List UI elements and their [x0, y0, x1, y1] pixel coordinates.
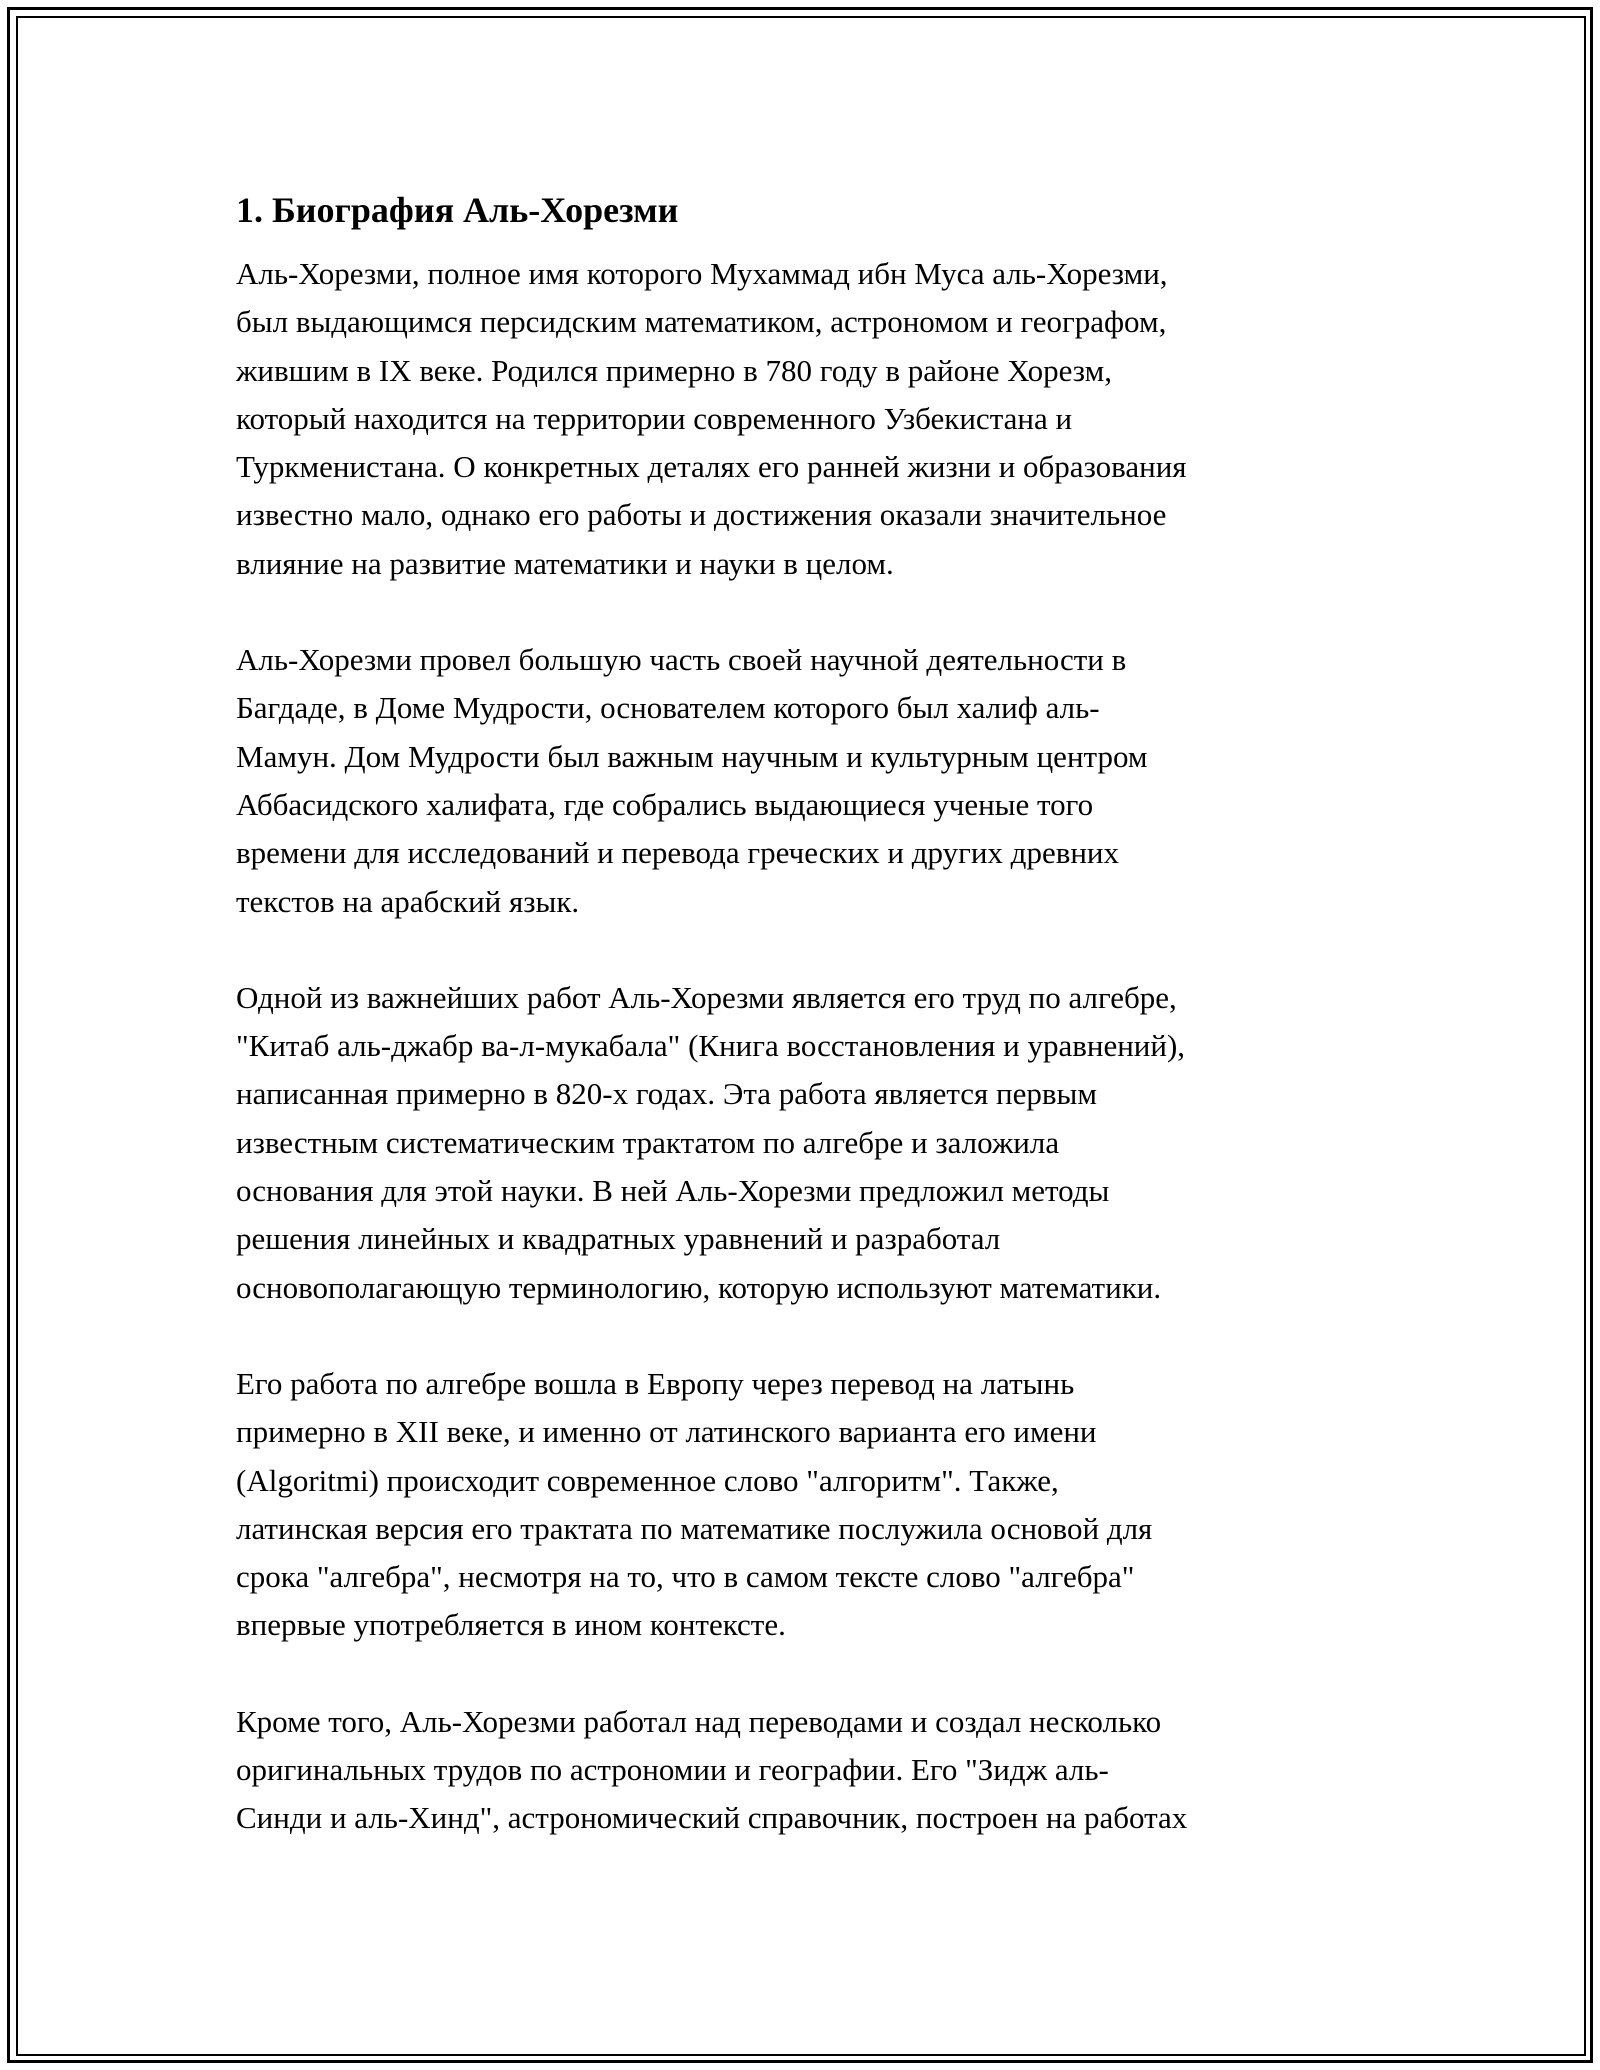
text-line: примерно в XII веке, и именно от латинского варианта его имени	[236, 1414, 1097, 1450]
paragraph-4	[236, 1360, 1386, 1650]
text-line: был выдающимся персидским математиком, астрономом и географом,	[236, 304, 1167, 340]
text-line: Аль-Хорезми, полное имя которого Мухаммад ибн Муса аль-Хорезми,	[236, 256, 1168, 291]
paragraph-5	[236, 1698, 1386, 1843]
section-heading: 1. Биография Аль-Хорезми	[236, 190, 679, 230]
text-line: оригинальных трудов по астрономии и географии. Его "Зидж аль-	[236, 1752, 1109, 1788]
text-line: Туркменистана. О конкретных деталях его ранней жизни и образования	[236, 449, 1187, 485]
text-line: основополагающую терминологию, которую используют математики.	[236, 1269, 1162, 1305]
text-line: Аббасидского халифата, где собрались выдающиеся ученые того	[236, 786, 1094, 822]
text-line: срока "алгебра", несмотря на то, что в самом тексте слово "алгебра"	[236, 1559, 1135, 1595]
text-line: Его работа по алгебре вошла в Европу через перевод на латынь	[236, 1365, 1075, 1401]
text-line: известным систематическим трактатом по алгебре и заложила	[236, 1124, 1060, 1160]
text-line: латинская версия его трактата по математике послужила основой для	[236, 1510, 1153, 1546]
document-body	[236, 186, 1386, 1843]
text-line: Кроме того, Аль-Хорезми работал над переводами и создал несколько	[236, 1703, 1162, 1739]
text-line: решения линейных и квадратных уравнений и разработал	[236, 1221, 1001, 1257]
text-line: влияние на развитие математики и науки в целом.	[236, 545, 894, 581]
paragraph-1	[236, 250, 1386, 588]
paragraph-2	[236, 636, 1386, 926]
text-line: времени для исследований и перевода греческих и других древних	[236, 835, 1120, 871]
text-line: Одной из важнейших работ Аль-Хорезми является его труд по алгебре,	[236, 979, 1177, 1015]
text-line: известно мало, однако его работы и достижения оказали значительное	[236, 497, 1167, 533]
text-line: который находится на территории современного Узбекистана и	[236, 400, 1073, 436]
text-line: написанная примерно в 820-х годах. Эта работа является первым	[236, 1076, 1097, 1112]
text-line: текстов на арабский язык.	[236, 883, 580, 919]
text-line: "Китаб аль-джабр ва-л-мукабала" (Книга восстановления и уравнений),	[236, 1028, 1186, 1064]
text-line: впервые употребляется в ином контексте.	[236, 1607, 786, 1643]
text-line: Мамун. Дом Мудрости был важным научным и культурным центром	[236, 738, 1148, 774]
paragraph-3	[236, 974, 1386, 1312]
text-line: Багдаде, в Доме Мудрости, основателем которого был халиф аль-	[236, 690, 1100, 726]
text-line: (Algoritmi) происходит современное слово "алгоритм". Также,	[236, 1462, 1059, 1498]
text-line: жившим в IX веке. Родился примерно в 780 году в районе Хорезм,	[236, 352, 1112, 388]
text-line: Синди и аль-Хинд", астрономический справочник, построен на работах	[236, 1800, 1188, 1836]
text-line: Аль-Хорезми провел большую часть своей научной деятельности в	[236, 642, 1127, 678]
text-line: основания для этой науки. В ней Аль-Хорезми предложил методы	[236, 1173, 1110, 1209]
